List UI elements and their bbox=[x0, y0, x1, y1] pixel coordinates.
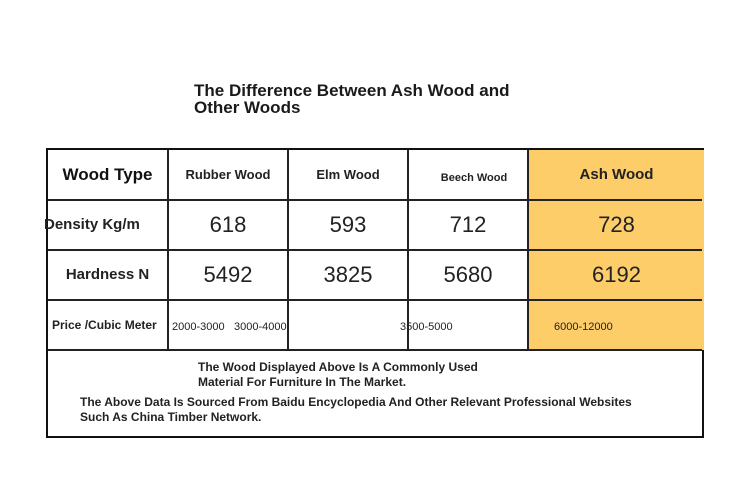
row-label-hardness: Hardness N bbox=[65, 266, 150, 283]
density-beech-wood: 712 bbox=[449, 211, 487, 237]
price-ash-wood: 6000-12000 bbox=[554, 320, 613, 333]
hardness-ash-wood: 6192 bbox=[592, 261, 641, 287]
hardness-beech-wood: 5680 bbox=[443, 261, 493, 287]
header-elm-wood: Elm Wood bbox=[316, 167, 380, 182]
note-data-source: The Above Data Is Sourced From Baidu Encyclopedia And Other Relevant Professional Websites Such As China Timber Network. bbox=[80, 395, 632, 424]
row-label-density: Density Kg/m bbox=[44, 216, 140, 233]
price-beech-wood: 3500-5000 bbox=[400, 320, 453, 333]
header-beech-wood: Beech Wood bbox=[440, 171, 508, 184]
price-elm-wood: 3000-4000 bbox=[234, 320, 287, 333]
comparison-table bbox=[46, 148, 704, 438]
row-label-price: Price /Cubic Meter bbox=[52, 317, 157, 332]
hardness-elm-wood: 3825 bbox=[323, 261, 373, 287]
density-elm-wood: 593 bbox=[329, 211, 367, 237]
price-rubber-wood: 2000-3000 bbox=[172, 320, 225, 333]
header-rubber-wood: Rubber Wood bbox=[185, 167, 271, 182]
density-ash-wood: 728 bbox=[598, 211, 635, 237]
hardness-rubber-wood: 5492 bbox=[203, 261, 253, 287]
header-ash-wood: Ash Wood bbox=[579, 166, 654, 183]
header-wood-type: Wood Type bbox=[62, 164, 153, 184]
page-title: The Difference Between Ash Wood and Other Woods bbox=[194, 81, 510, 117]
density-rubber-wood: 618 bbox=[209, 211, 247, 237]
note-furniture: The Wood Displayed Above Is A Commonly Used Material For Furniture In The Market. bbox=[198, 360, 478, 389]
